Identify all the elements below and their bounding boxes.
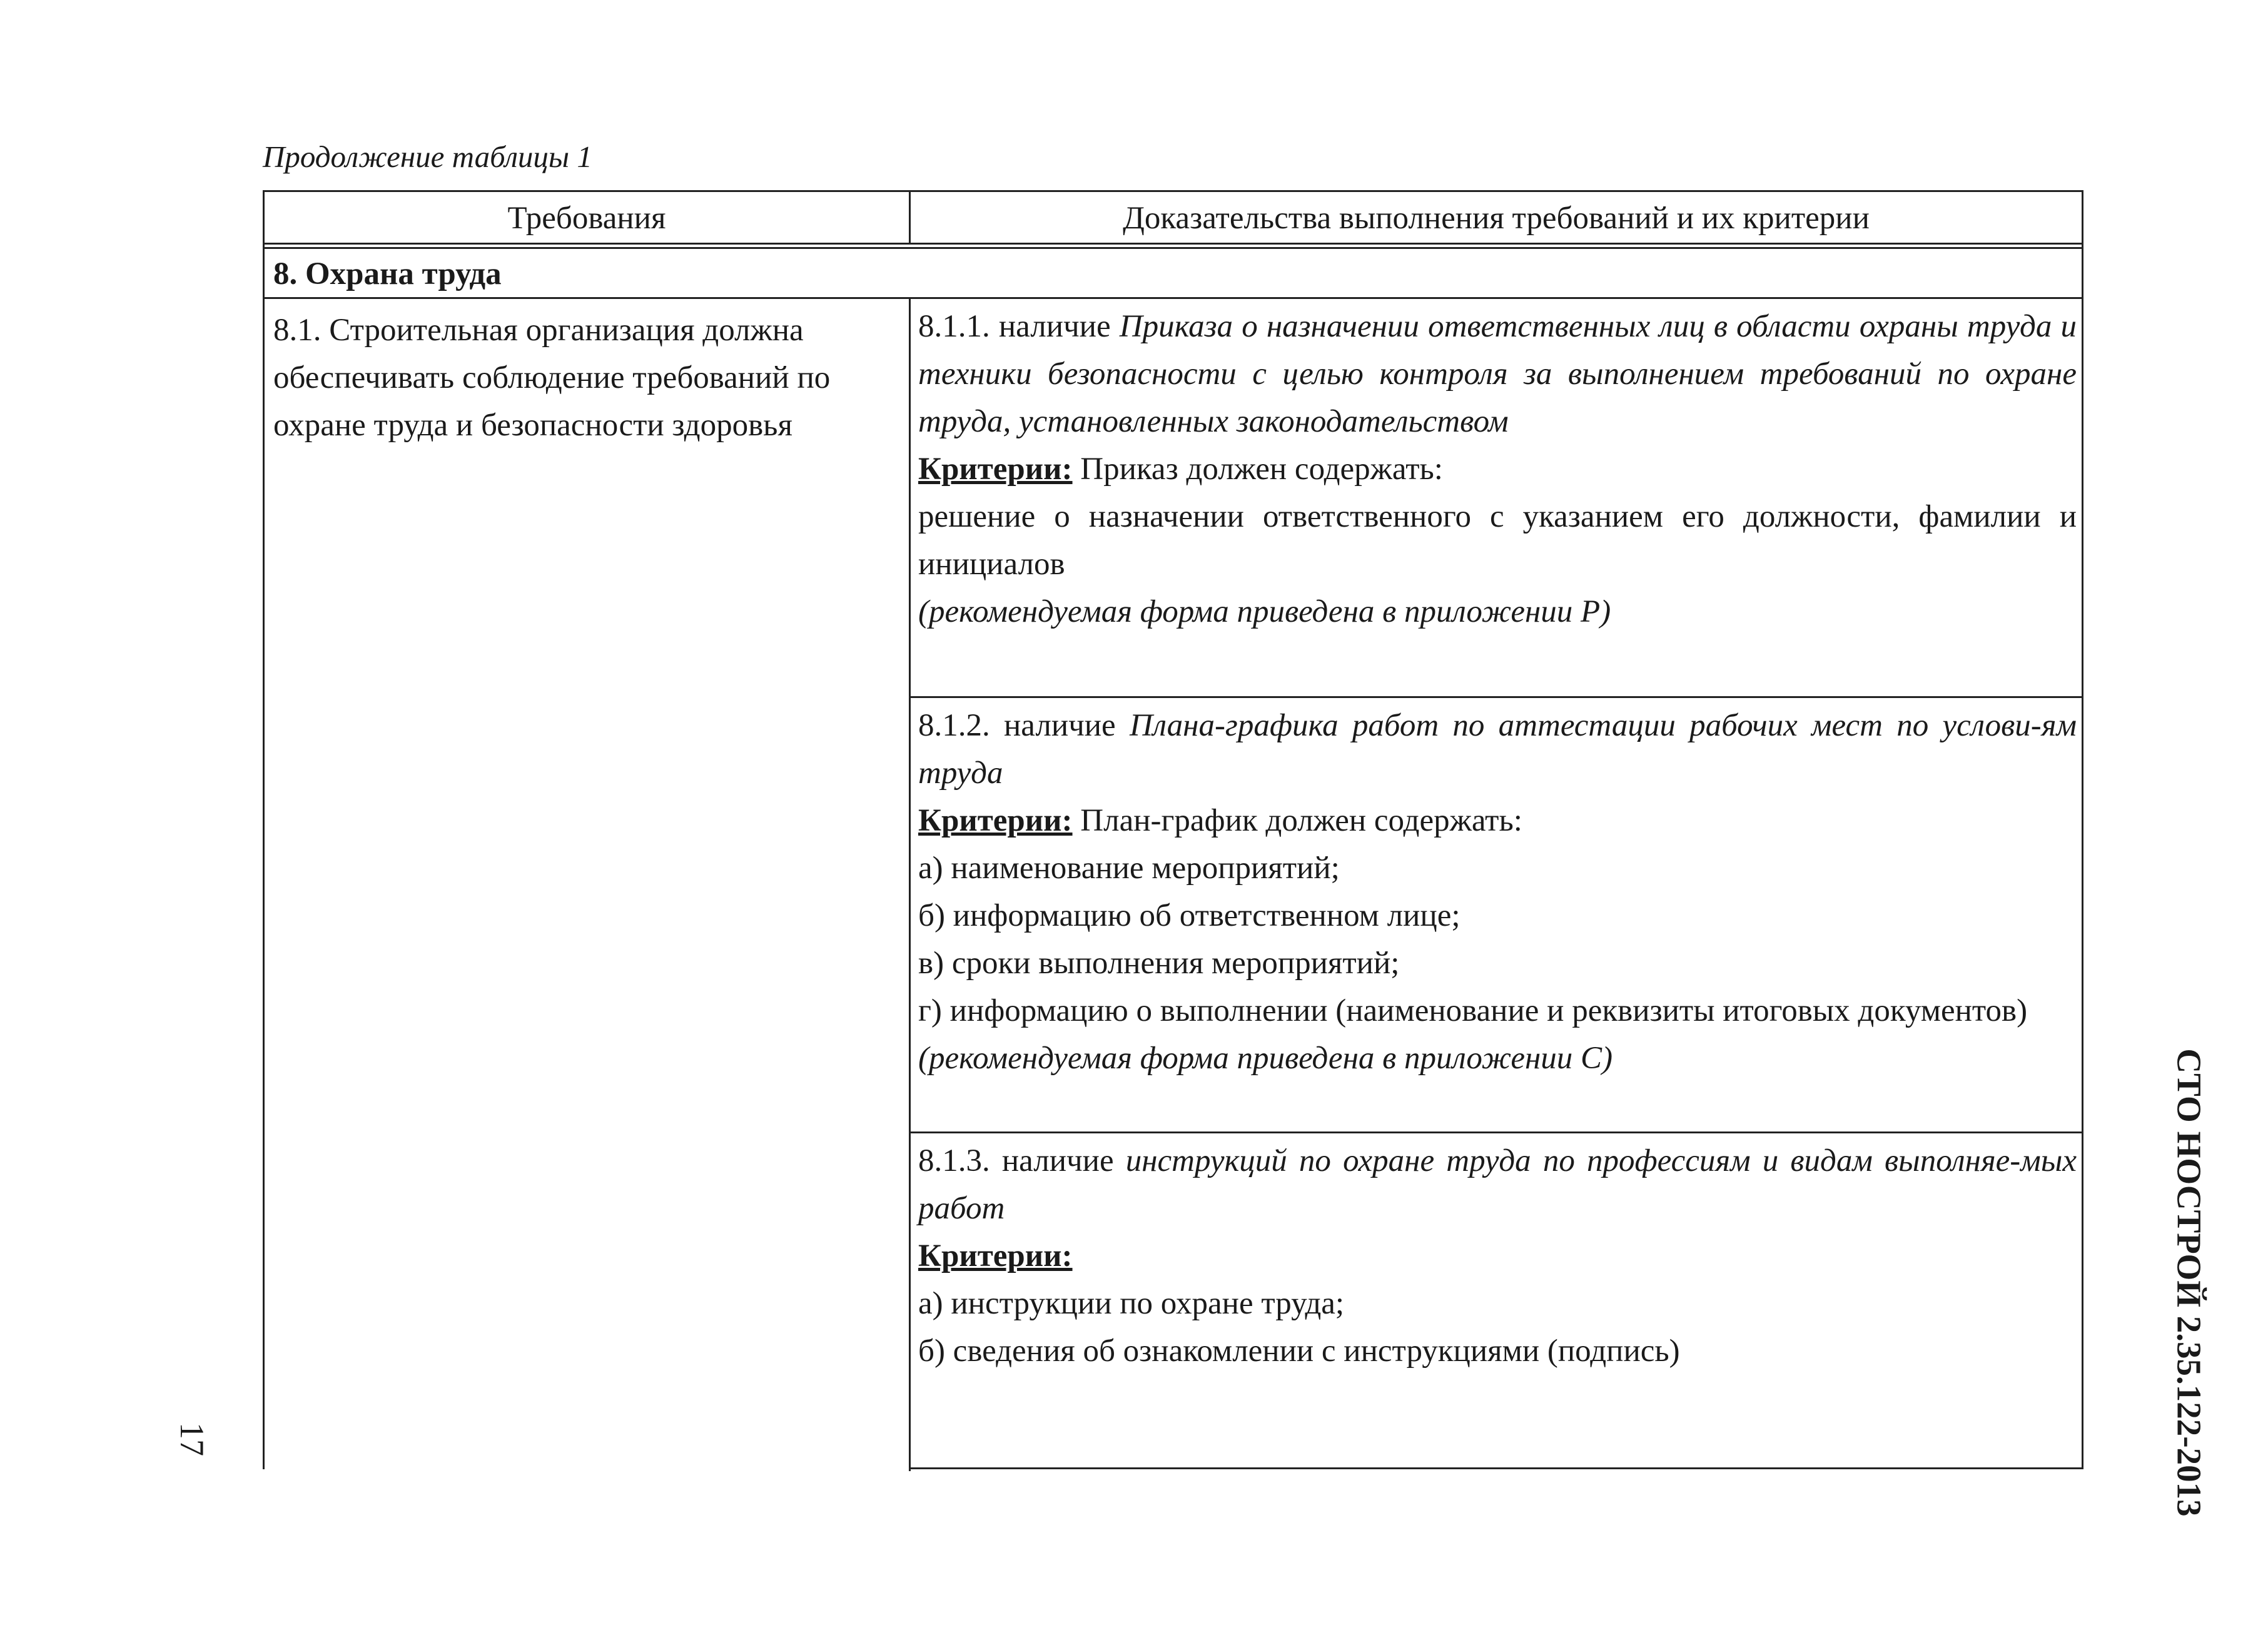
evidence-document: Плана-графика работ по аттестации рабочих мест по услови-ям труда <box>918 708 2077 791</box>
criteria-item: б) информацию об ответственном лице; <box>918 898 1461 933</box>
criteria-item: а) инструкции по охране труда; <box>918 1286 1345 1321</box>
header-requirements: Требования <box>265 192 911 245</box>
criteria-item: в) сроки выполнения мероприятий; <box>918 946 1400 981</box>
criteria-item: г) информацию о выполнении (наименование и реквизиты итоговых документов) <box>918 993 2028 1028</box>
evidence-title <box>918 1137 2077 1232</box>
evidence-prefix: 8.1.1. наличие <box>918 309 1120 344</box>
criteria-text: План-график должен содержать: <box>1072 803 1522 838</box>
criteria-label: Критерии: <box>918 803 1073 838</box>
evidence-title <box>918 303 2077 445</box>
section-title: 8. Охрана труда <box>265 249 2082 299</box>
criteria-line <box>918 1232 2077 1280</box>
requirements-table <box>263 190 2083 1469</box>
criteria-line <box>918 445 2077 493</box>
document-code-wrap <box>2152 1048 2227 1517</box>
criteria-label: Критерии: <box>918 452 1073 487</box>
evidence-prefix: 8.1.2. наличие <box>918 708 1130 743</box>
evidence-cell-8-1-3 <box>911 1133 2082 1471</box>
requirement-text: 8.1. Строительная организация должна обеспечивать соблюдение требований по охране труда и безопасности здоровья <box>273 313 831 443</box>
header-evidence: Доказательства выполнения требований и их критерии <box>1123 201 1870 236</box>
document-code: СТО НОСТРОЙ 2.35.122-2013 <box>2170 1048 2209 1517</box>
evidence-document: инструкций по охране труда по профессиям и видам выполняе-мых работ <box>918 1143 2077 1226</box>
form-note: (рекомендуемая форма приведена в приложении Р) <box>918 594 1611 629</box>
evidence-document: Приказа о назначении ответственных лиц в области охраны труда и техники безопасности с целью контроля за выполнением требований по охране труда, установленных законодательством <box>918 309 2077 439</box>
criteria-item: а) наименование мероприятий; <box>918 851 1340 886</box>
form-note: (рекомендуемая форма приведена в приложении С) <box>918 1041 1613 1076</box>
criteria-item: решение о назначении ответственного с указанием его должности, фамилии и инициалов <box>918 499 2077 582</box>
evidence-title <box>918 702 2077 797</box>
evidence-prefix: 8.1.3. наличие <box>918 1143 1126 1178</box>
criteria-item: б) сведения об ознакомлении с инструкциями (подпись) <box>918 1334 1680 1369</box>
page-number: 17 <box>173 1422 211 1456</box>
table-caption: Продолжение таблицы 1 <box>263 139 592 174</box>
table-bottom-border <box>911 1467 2082 1469</box>
evidence-cell-8-1-1 <box>911 299 2082 698</box>
criteria-line <box>918 797 2077 844</box>
criteria-text: Приказ должен содержать: <box>1072 452 1443 487</box>
table-header <box>265 192 2082 245</box>
evidence-cell-8-1-2 <box>911 698 2082 1133</box>
criteria-label: Критерии: <box>918 1238 1073 1273</box>
